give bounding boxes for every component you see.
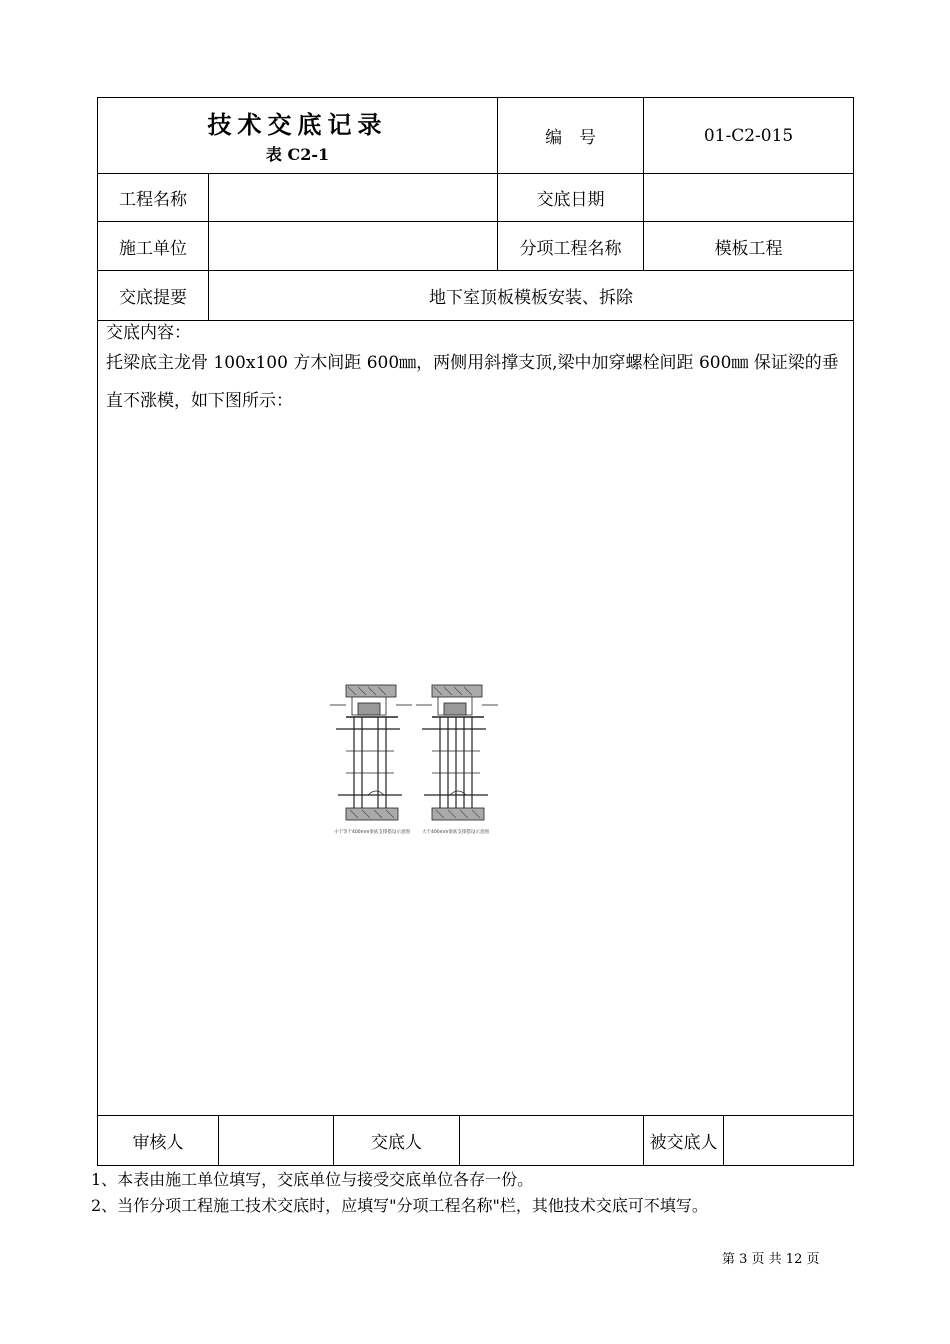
receiver-field[interactable] <box>724 1116 854 1166</box>
diagram-caption-left: 小于等于400mm梁底支撑搭设示意图 <box>334 830 410 835</box>
disclosure-form-table <box>97 97 854 1166</box>
date-field[interactable] <box>644 174 854 222</box>
summary-label: 交底提要 <box>98 271 209 321</box>
title-cell <box>98 98 498 174</box>
form-code: 表 C2-1 <box>265 144 330 164</box>
number-label: 编 号 <box>498 98 644 174</box>
project-name-field[interactable] <box>209 174 498 222</box>
diagram-left <box>330 685 412 820</box>
subitem-label: 分项工程名称 <box>498 222 644 271</box>
page-number: 第 3 页 共 12 页 <box>722 1252 820 1267</box>
discloser-field[interactable] <box>460 1116 644 1166</box>
content-label: 交底内容： <box>106 323 191 343</box>
date-label: 交底日期 <box>498 174 644 222</box>
note-item: 1、本表由施工单位填写，交底单位与接受交底单位各存一份。 <box>91 1170 534 1189</box>
discloser-label: 交底人 <box>334 1116 460 1166</box>
reviewer-field[interactable] <box>219 1116 334 1166</box>
number-value: 01-C2-015 <box>644 98 854 174</box>
note-item: 2、当作分项工程施工技术交底时，应填写"分项工程名称"栏，其他技术交底可不填写。 <box>91 1196 708 1215</box>
receiver-label: 被交底人 <box>644 1116 724 1166</box>
contractor-field[interactable] <box>209 222 498 271</box>
diagram-caption-right: 大于400mm梁底支撑搭设示意图 <box>422 830 489 835</box>
content-text: 托梁底主龙骨 100x100 方木间距 600㎜，两侧用斜撑支顶,梁中加穿螺栓间距 600㎜ 保证梁的垂直不涨模，如下图所示： <box>106 353 839 411</box>
content-cell <box>98 321 854 1116</box>
beam-support-diagram <box>328 683 498 848</box>
contractor-label: 施工单位 <box>98 222 209 271</box>
page-title: 技术交底记录 <box>207 109 388 139</box>
summary-value: 地下室顶板模板安装、拆除 <box>209 271 854 321</box>
project-name-label: 工程名称 <box>98 174 209 222</box>
diagram-right <box>416 685 498 820</box>
notes <box>91 1167 708 1219</box>
subitem-value: 模板工程 <box>644 222 854 271</box>
reviewer-label: 审核人 <box>98 1116 219 1166</box>
